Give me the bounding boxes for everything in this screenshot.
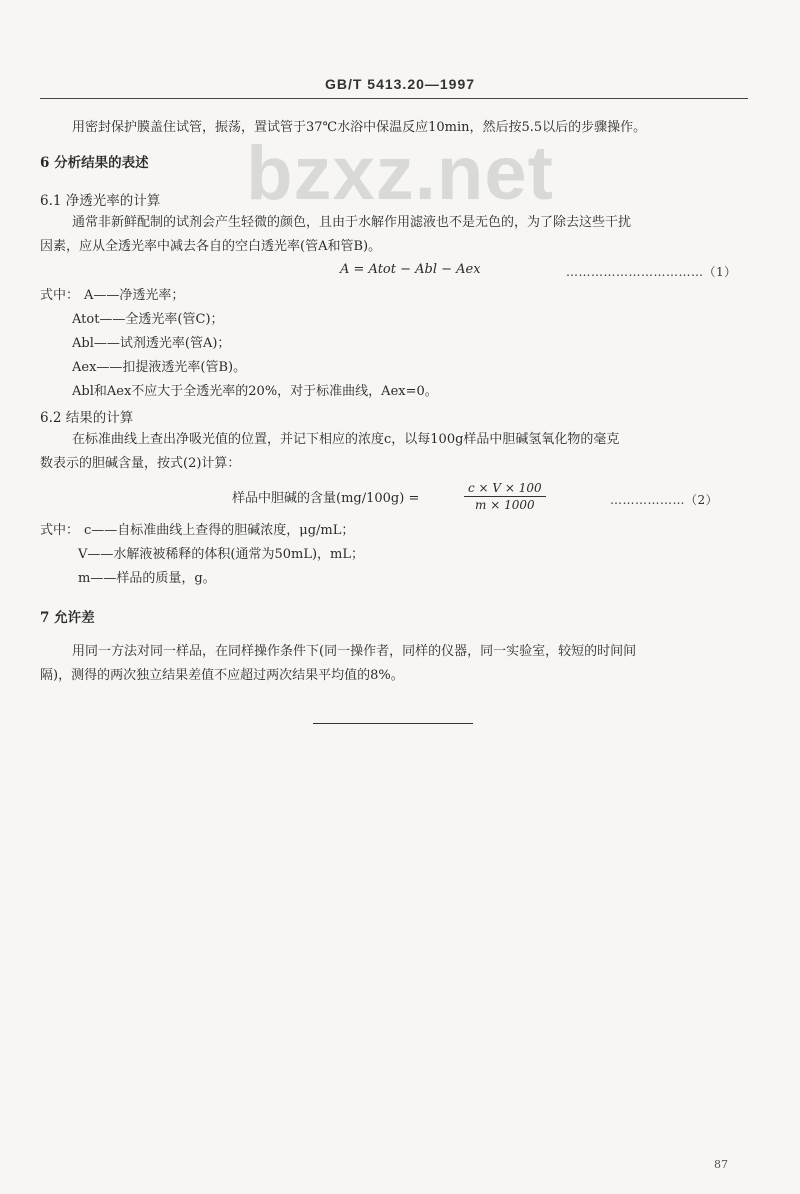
equation-1: A = Atot − Abl − Aex [340, 262, 481, 277]
definition-a-bl: Abl——试剂透光率(管A)； [72, 336, 231, 351]
definition-c: c——自标准曲线上查得的胆碱浓度，μg/mL； [84, 523, 355, 538]
equation-2-lhs: 样品中胆碱的含量(mg/100g) = [232, 491, 420, 506]
page-number: 87 [714, 1158, 728, 1171]
where-label-2: 式中： [40, 523, 80, 538]
definition-a: A——净透光率； [84, 288, 185, 303]
fraction-bar [464, 496, 546, 497]
definition-a-ex: Aex——扣提液透光率(管B)。 [72, 360, 247, 375]
intro-paragraph: 用密封保护膜盖住试管，振荡，置试管于37℃水浴中保温反应10min，然后按5.5以后的步骤操作。 [72, 120, 647, 135]
fraction-numerator: c × V × 100 [468, 481, 542, 495]
equation-2-number: ………………（2） [610, 493, 719, 507]
section-6-1-paragraph-line-2: 因素，应从全透光率中减去各自的空白透光率(管A和管B)。 [40, 239, 382, 254]
definition-v: V——水解液被稀释的体积(通常为50mL)，mL； [78, 547, 364, 562]
where-label-1: 式中： [40, 288, 80, 303]
equation-1-number: ……………………………（1） [566, 265, 737, 279]
header-divider [40, 98, 748, 99]
end-of-text-rule [313, 723, 473, 724]
section-6-1-title: 6.1 净透光率的计算 [40, 193, 161, 209]
section-6-1-paragraph-line-1: 通常非新鲜配制的试剂会产生轻微的颜色，且由于水解作用滤液也不是无色的，为了除去这些干扰 [72, 215, 632, 230]
equation-2-fraction [464, 481, 546, 512]
section-6-2-paragraph-line-2: 数表示的胆碱含量，按式(2)计算： [40, 456, 241, 471]
section-6-2-title: 6.2 结果的计算 [40, 410, 134, 426]
definition-a-tot: Atot——全透光率(管C)； [72, 312, 224, 327]
section-7-paragraph-line-1: 用同一方法对同一样品，在同样操作条件下(同一操作者，同样的仪器，同一实验室，较短的时间间 [72, 644, 637, 659]
fraction-denominator: m × 1000 [475, 498, 535, 512]
section-6-1-note: Abl和Aex不应大于全透光率的20%，对于标准曲线，Aex=0。 [72, 384, 438, 399]
section-6-title: 6 分析结果的表述 [40, 155, 149, 171]
section-7-paragraph-line-2: 隔)，测得的两次独立结果差值不应超过两次结果平均值的8%。 [40, 668, 404, 683]
section-7-title: 7 允许差 [40, 610, 95, 626]
definition-m: m——样品的质量，g。 [78, 571, 216, 586]
standard-code-header: GB/T 5413.20—1997 [324, 76, 476, 92]
section-6-2-paragraph-line-1: 在标准曲线上查出净吸光值的位置，并记下相应的浓度c，以每100g样品中胆碱氢氧化物的毫克 [72, 432, 620, 447]
watermark: bzxz.net [246, 131, 554, 216]
